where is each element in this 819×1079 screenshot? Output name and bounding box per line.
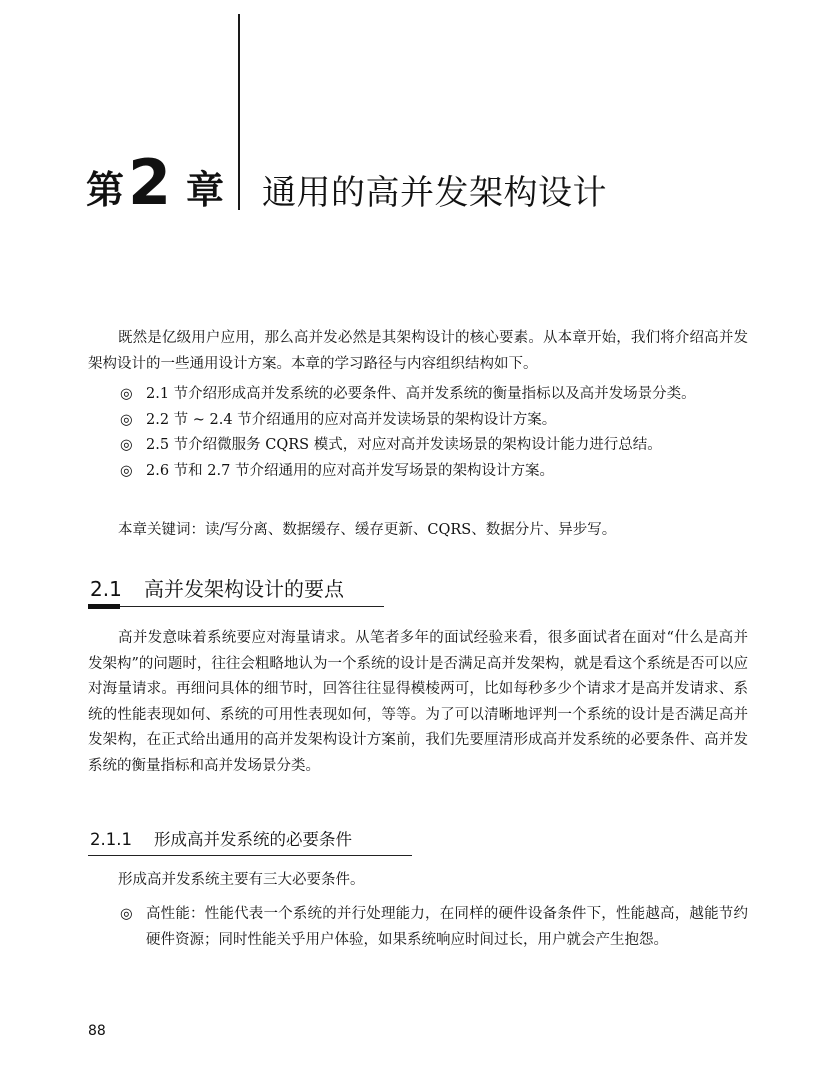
roadmap-list xyxy=(120,382,748,484)
condition-list xyxy=(120,902,748,953)
page-number: 88 xyxy=(88,1023,106,1039)
roadmap-item-text: 2.2 节 ~ 2.4 节介绍通用的应对高并发读场景的架构设计方案。 xyxy=(146,411,557,428)
bullet-icon: ◎ xyxy=(120,411,133,428)
roadmap-item xyxy=(120,382,748,408)
chapter-suffix: 章 xyxy=(186,168,225,212)
chapter-keywords: 本章关键词：读/写分离、数据缓存、缓存更新、CQRS、数据分片、异步写。 xyxy=(118,522,617,538)
section-number: 2.1 xyxy=(90,577,122,601)
subsection-title: 形成高并发系统的必要条件 xyxy=(154,830,352,849)
bullet-icon: ◎ xyxy=(120,437,133,453)
bullet-icon: ◎ xyxy=(120,906,133,922)
section-title: 高并发架构设计的要点 xyxy=(144,577,344,601)
subsection-intro: 形成高并发系统主要有三大必要条件。 xyxy=(118,872,365,888)
section-2-1-paragraph: 高并发意味着系统要应对海量请求。从笔者多年的面试经验来看，很多面试者在面对“什么是高并发架构”的问题时，往往会粗略地认为一个系统的设计是否满足高并发架构，就是看这个系统是否可以应对海量请求。再细问具体的细节时，回答往往显得模棱两可，比如每秒多少个请求才是高并发请求、系统的性能表现如何、系统的可用性表现如何，等等。为了可以清晰地评判一个系统的设计是否满足高并发架构，在正式给出通用的高并发架构设计方案前，我们先要厘清形成高并发系统的必要条件、高并发系统的衡量指标和高并发场景分类。 xyxy=(88,630,748,774)
roadmap-item xyxy=(120,408,748,434)
bullet-icon: ◎ xyxy=(120,386,133,402)
condition-item xyxy=(120,902,748,953)
roadmap-item-text: 2.1 节介绍形成高并发系统的必要条件、高并发系统的衡量指标以及高并发场景分类。 xyxy=(146,386,696,402)
chapter-intro-paragraph: 既然是亿级用户应用，那么高并发必然是其架构设计的核心要素。从本章开始，我们将介绍高并发架构设计的一些通用设计方案。本章的学习路径与内容组织结构如下。 xyxy=(88,330,748,372)
chapter-title: 通用的高并发架构设计 xyxy=(262,173,607,213)
condition-item-text: 高性能：性能代表一个系统的并行处理能力，在同样的硬件设备条件下，性能越高，越能节约硬件资源；同时性能关乎用户体验，如果系统响应时间过长，用户就会产生抱怨。 xyxy=(146,906,748,948)
section-heading-2-1-1 xyxy=(90,828,352,852)
chapter-divider-rule xyxy=(238,14,240,210)
roadmap-item-text: 2.5 节介绍微服务 CQRS 模式，对应对高并发读场景的架构设计能力进行总结。 xyxy=(146,437,662,453)
section-heading-2-1 xyxy=(90,575,344,603)
bullet-icon: ◎ xyxy=(120,462,133,479)
chapter-number: 2 xyxy=(128,146,172,219)
chapter-prefix: 第 xyxy=(86,168,125,212)
subsection-number: 2.1.1 xyxy=(90,830,132,849)
subsection-underline-rule xyxy=(88,855,412,856)
roadmap-item-text: 2.6 节和 2.7 节介绍通用的应对高并发写场景的架构设计方案。 xyxy=(146,462,554,479)
roadmap-item xyxy=(120,433,748,459)
roadmap-item xyxy=(120,459,748,485)
section-underline-accent xyxy=(88,604,120,609)
section-underline-rule xyxy=(88,606,384,607)
